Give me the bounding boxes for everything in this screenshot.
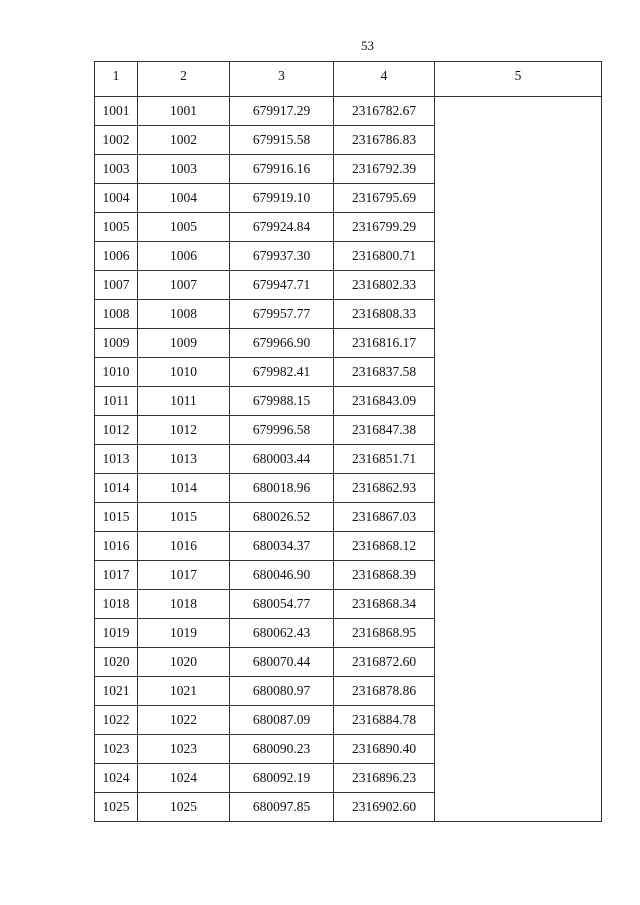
table-cell-col-3: 679915.58 — [230, 126, 334, 155]
table-cell-col-1: 1004 — [95, 184, 138, 213]
table-cell-col-1: 1009 — [95, 329, 138, 358]
table-cell-col-2: 1013 — [138, 445, 230, 474]
table-cell-col-4: 2316795.69 — [334, 184, 435, 213]
table-cell-col-4: 2316890.40 — [334, 735, 435, 764]
header-cell-5: 5 — [435, 62, 602, 97]
header-cell-2: 2 — [138, 62, 230, 97]
table-cell-col-1: 1007 — [95, 271, 138, 300]
table-cell-col-2: 1004 — [138, 184, 230, 213]
table-cell-col-2: 1010 — [138, 358, 230, 387]
table-cell-col-2: 1019 — [138, 619, 230, 648]
table-cell-col-1: 1003 — [95, 155, 138, 184]
table-cell-col-4: 2316808.33 — [334, 300, 435, 329]
table-cell-col-1: 1015 — [95, 503, 138, 532]
table-cell-col-4: 2316872.60 — [334, 648, 435, 677]
table-cell-col-1: 1016 — [95, 532, 138, 561]
table-cell-col-1: 1021 — [95, 677, 138, 706]
table-cell-col-4: 2316878.86 — [334, 677, 435, 706]
table-cell-col-4: 2316786.83 — [334, 126, 435, 155]
table-cell-col-3: 680090.23 — [230, 735, 334, 764]
table-cell-col-3: 679982.41 — [230, 358, 334, 387]
table-cell-col-3: 679966.90 — [230, 329, 334, 358]
table-cell-col-1: 1006 — [95, 242, 138, 271]
table-body — [95, 97, 602, 822]
table-cell-col-2: 1018 — [138, 590, 230, 619]
table-cell-col-1: 1022 — [95, 706, 138, 735]
table-cell-col-2: 1016 — [138, 532, 230, 561]
header-cell-3: 3 — [230, 62, 334, 97]
table-cell-col-1: 1001 — [95, 97, 138, 126]
table-cell-col-3: 680054.77 — [230, 590, 334, 619]
table-cell-col-3: 679996.58 — [230, 416, 334, 445]
table-cell-col-3: 680070.44 — [230, 648, 334, 677]
table-cell-col-3: 679917.29 — [230, 97, 334, 126]
table-cell-col-2: 1006 — [138, 242, 230, 271]
table-cell-col-3: 680097.85 — [230, 793, 334, 822]
table-cell-col-4: 2316868.12 — [334, 532, 435, 561]
table-cell-col-3: 680026.52 — [230, 503, 334, 532]
table-cell-col-4: 2316902.60 — [334, 793, 435, 822]
table-cell-col-3: 680087.09 — [230, 706, 334, 735]
table-cell-col-3: 680034.37 — [230, 532, 334, 561]
table-cell-col-5-merged — [435, 97, 602, 822]
table-cell-col-3: 679924.84 — [230, 213, 334, 242]
coordinates-table — [94, 61, 602, 822]
table-cell-col-4: 2316843.09 — [334, 387, 435, 416]
table-header — [95, 62, 602, 97]
table-cell-col-4: 2316867.03 — [334, 503, 435, 532]
table-cell-col-4: 2316799.29 — [334, 213, 435, 242]
table-cell-col-1: 1020 — [95, 648, 138, 677]
table-cell-col-1: 1025 — [95, 793, 138, 822]
table-cell-col-1: 1018 — [95, 590, 138, 619]
table-cell-col-2: 1015 — [138, 503, 230, 532]
table-cell-col-3: 680062.43 — [230, 619, 334, 648]
table-cell-col-3: 680018.96 — [230, 474, 334, 503]
table-cell-col-4: 2316868.95 — [334, 619, 435, 648]
table-cell-col-4: 2316868.34 — [334, 590, 435, 619]
table-cell-col-4: 2316851.71 — [334, 445, 435, 474]
table-cell-col-4: 2316802.33 — [334, 271, 435, 300]
table-cell-col-3: 679916.16 — [230, 155, 334, 184]
table-cell-col-2: 1017 — [138, 561, 230, 590]
table-cell-col-3: 679957.77 — [230, 300, 334, 329]
table-cell-col-4: 2316896.23 — [334, 764, 435, 793]
table-cell-col-2: 1003 — [138, 155, 230, 184]
table-cell-col-2: 1023 — [138, 735, 230, 764]
table-cell-col-1: 1014 — [95, 474, 138, 503]
page-number: 53 — [361, 38, 374, 53]
table-cell-col-2: 1002 — [138, 126, 230, 155]
table-cell-col-1: 1024 — [95, 764, 138, 793]
table-cell-col-1: 1017 — [95, 561, 138, 590]
table-cell-col-3: 680080.97 — [230, 677, 334, 706]
table-cell-col-2: 1025 — [138, 793, 230, 822]
table-cell-col-1: 1008 — [95, 300, 138, 329]
table-cell-col-2: 1011 — [138, 387, 230, 416]
table-cell-col-4: 2316868.39 — [334, 561, 435, 590]
table-cell-col-1: 1005 — [95, 213, 138, 242]
header-cell-1: 1 — [95, 62, 138, 97]
table-cell-col-2: 1020 — [138, 648, 230, 677]
table-cell-col-3: 679988.15 — [230, 387, 334, 416]
table-cell-col-4: 2316862.93 — [334, 474, 435, 503]
table-cell-col-3: 679937.30 — [230, 242, 334, 271]
table-cell-col-2: 1024 — [138, 764, 230, 793]
table-cell-col-1: 1012 — [95, 416, 138, 445]
table-cell-col-1: 1002 — [95, 126, 138, 155]
table-cell-col-4: 2316800.71 — [334, 242, 435, 271]
header-cell-4: 4 — [334, 62, 435, 97]
header-row — [95, 62, 602, 97]
table-cell-col-3: 679919.10 — [230, 184, 334, 213]
table-cell-col-3: 679947.71 — [230, 271, 334, 300]
table-cell-col-2: 1021 — [138, 677, 230, 706]
table-cell-col-1: 1013 — [95, 445, 138, 474]
table-cell-col-4: 2316792.39 — [334, 155, 435, 184]
table-cell-col-1: 1023 — [95, 735, 138, 764]
table-cell-col-2: 1009 — [138, 329, 230, 358]
table-cell-col-4: 2316837.58 — [334, 358, 435, 387]
table-cell-col-2: 1005 — [138, 213, 230, 242]
table-cell-col-4: 2316816.17 — [334, 329, 435, 358]
table-cell-col-2: 1022 — [138, 706, 230, 735]
table-row — [95, 97, 602, 126]
table-cell-col-3: 680003.44 — [230, 445, 334, 474]
table-cell-col-4: 2316847.38 — [334, 416, 435, 445]
table-cell-col-2: 1014 — [138, 474, 230, 503]
table-cell-col-2: 1001 — [138, 97, 230, 126]
table-cell-col-1: 1011 — [95, 387, 138, 416]
table-cell-col-2: 1007 — [138, 271, 230, 300]
table-cell-col-2: 1008 — [138, 300, 230, 329]
table-cell-col-4: 2316782.67 — [334, 97, 435, 126]
table-cell-col-3: 680046.90 — [230, 561, 334, 590]
table-cell-col-1: 1019 — [95, 619, 138, 648]
table-cell-col-2: 1012 — [138, 416, 230, 445]
table-cell-col-4: 2316884.78 — [334, 706, 435, 735]
table-cell-col-1: 1010 — [95, 358, 138, 387]
table-cell-col-3: 680092.19 — [230, 764, 334, 793]
